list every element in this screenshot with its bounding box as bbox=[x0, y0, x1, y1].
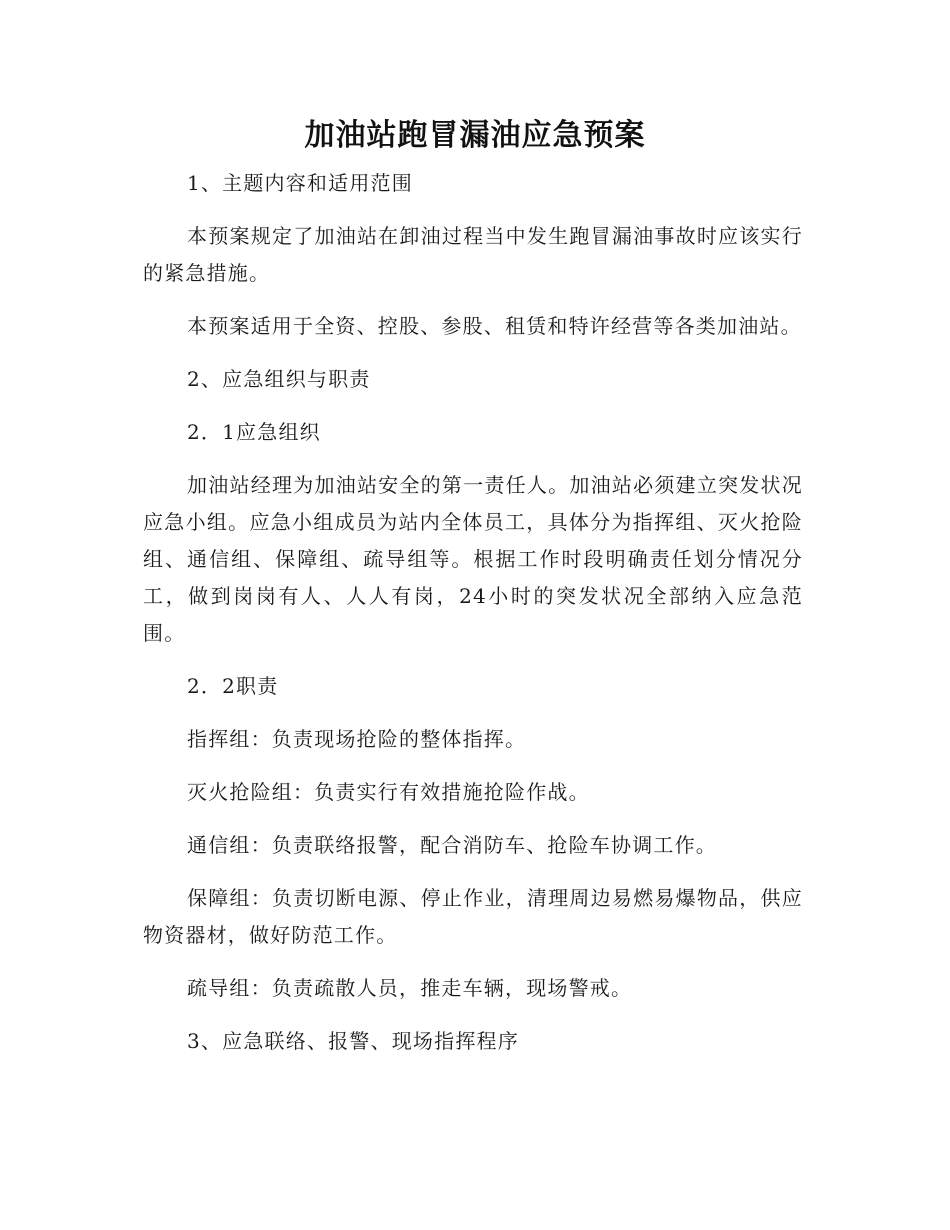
subsection-heading: 2．1应急组织 bbox=[187, 420, 321, 444]
duty-item: 通信组：负责联络报警，配合消防车、抢险车协调工作。 bbox=[187, 833, 717, 857]
section-heading: 2、应急组织与职责 bbox=[187, 367, 371, 391]
section-heading: 3、应急联络、报警、现场指挥程序 bbox=[187, 1029, 519, 1053]
subsection-heading: 2．2职责 bbox=[187, 674, 279, 698]
document-title: 加油站跑冒漏油应急预案 bbox=[304, 118, 646, 153]
duty-item: 灭火抢险组：负责实行有效措施抢险作战。 bbox=[187, 780, 590, 804]
duty-item: 指挥组：负责现场抢险的整体指挥。 bbox=[187, 727, 527, 751]
document-body bbox=[143, 165, 803, 1076]
body-paragraph: 本预案规定了加油站在卸油过程当中发生跑冒漏油事故时应该实行的紧急措施。 bbox=[143, 224, 803, 285]
duty-item: 保障组：负责切断电源、停止作业，清理周边易燃易爆物品，供应物资器材，做好防范工作。 bbox=[143, 886, 803, 947]
duty-item: 疏导组：负责疏散人员，推走车辆，现场警戒。 bbox=[187, 976, 633, 1000]
body-paragraph: 加油站经理为加油站安全的第一责任人。加油站必须建立突发状况应急小组。应急小组成员为站内全体员工，具体分为指挥组、灭火抢险组、通信组、保障组、疏导组等。根据工作时段明确责任划分情况分工，做到岗岗有人、人人有岗，24小时的突发状况全部纳入应急范围。 bbox=[143, 473, 803, 645]
section-heading: 1、主题内容和适用范围 bbox=[187, 171, 413, 195]
body-paragraph: 本预案适用于全资、控股、参股、租赁和特许经营等各类加油站。 bbox=[187, 314, 802, 338]
